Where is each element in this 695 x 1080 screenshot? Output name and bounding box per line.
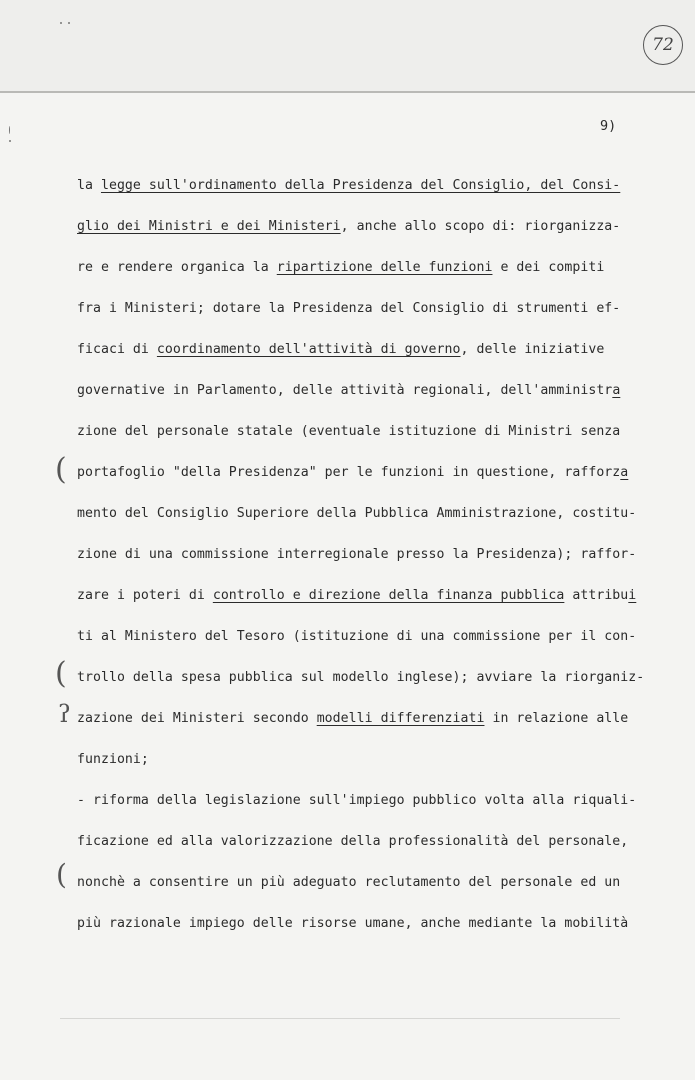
text-line: ti al Ministero del Tesoro (istituzione di una commissione per il con-: [77, 629, 637, 644]
text-line: nonchè a consentire un più adeguato reclutamento del personale ed un: [77, 875, 621, 890]
underlined-run: modelli differenziati: [316, 711, 485, 726]
text-line: mento del Consiglio Superiore della Pubblica Amministrazione, costitu-: [77, 506, 637, 521]
scan-speck: [68, 22, 70, 24]
text-line: [77, 582, 657, 623]
text-run: governative in Parlamento, delle attività regionali, dell'amministr: [77, 383, 613, 398]
text-run: ficaci di: [77, 342, 157, 357]
text-run: , delle iniziative: [460, 342, 605, 357]
header-strip: [0, 0, 695, 92]
text-line: [77, 336, 657, 377]
scan-speck: [9, 140, 11, 142]
text-run: attribu: [564, 588, 629, 603]
text-run: la: [77, 178, 101, 193]
underlined-run: legge sull'ordinamento della Presidenza del Consiglio, del Consi-: [100, 178, 621, 193]
archive-stamp: 72: [643, 25, 683, 65]
scan-speck: [9, 126, 10, 134]
text-line: [77, 705, 657, 746]
text-run: portafoglio "della Presidenza" per le funzioni in questione, rafforz: [77, 465, 621, 480]
text-run: , anche allo scopo di: riorganizza-: [340, 219, 621, 234]
underlined-run: a: [612, 383, 621, 398]
text-line: [77, 172, 657, 213]
margin-bracket-mark: (: [55, 452, 67, 487]
text-line: - riforma della legislazione sull'impiego pubblico volta alla riquali-: [77, 793, 637, 808]
margin-bracket-mark: (: [55, 656, 67, 691]
text-line: trollo della spesa pubblica sul modello inglese); avviare la riorganiz-: [77, 670, 645, 685]
underlined-run: coordinamento dell'attività di governo: [156, 342, 461, 357]
underlined-run: a: [620, 465, 629, 480]
page-number: 9): [600, 118, 617, 134]
margin-bracket-mark: (: [56, 858, 67, 891]
text-line: fra i Ministeri; dotare la Presidenza del Consiglio di strumenti ef-: [77, 301, 621, 316]
text-line: più razionale impiego delle risorse umane, anche mediante la mobilità: [77, 916, 629, 931]
body-text: [77, 172, 657, 951]
text-run: in relazione alle: [484, 711, 629, 726]
header-rule: [0, 91, 695, 93]
scan-speck: [60, 22, 62, 24]
underlined-run: controllo e direzione della finanza pubblica: [212, 588, 565, 603]
text-line: [77, 254, 657, 295]
text-line: zione di una commissione interregionale presso la Presidenza); raffor-: [77, 547, 637, 562]
text-line: funzioni;: [77, 752, 149, 767]
underlined-run: ripartizione delle funzioni: [276, 260, 493, 275]
text-run: re e rendere organica la: [77, 260, 277, 275]
text-line: zione del personale statale (eventuale istituzione di Ministri senza: [77, 424, 621, 439]
text-run: e dei compiti: [492, 260, 605, 275]
text-line: [77, 377, 657, 418]
text-run: zazione dei Ministeri secondo: [77, 711, 317, 726]
text-line: [77, 459, 657, 500]
footer-rule: [60, 1018, 620, 1019]
margin-tick-mark: ʔ: [58, 700, 71, 728]
text-line: [77, 213, 657, 254]
underlined-run: glio dei Ministri e dei Ministeri: [77, 219, 341, 234]
text-run: zare i poteri di: [77, 588, 213, 603]
underlined-run: i: [628, 588, 637, 603]
text-line: ficazione ed alla valorizzazione della professionalità del personale,: [77, 834, 629, 849]
